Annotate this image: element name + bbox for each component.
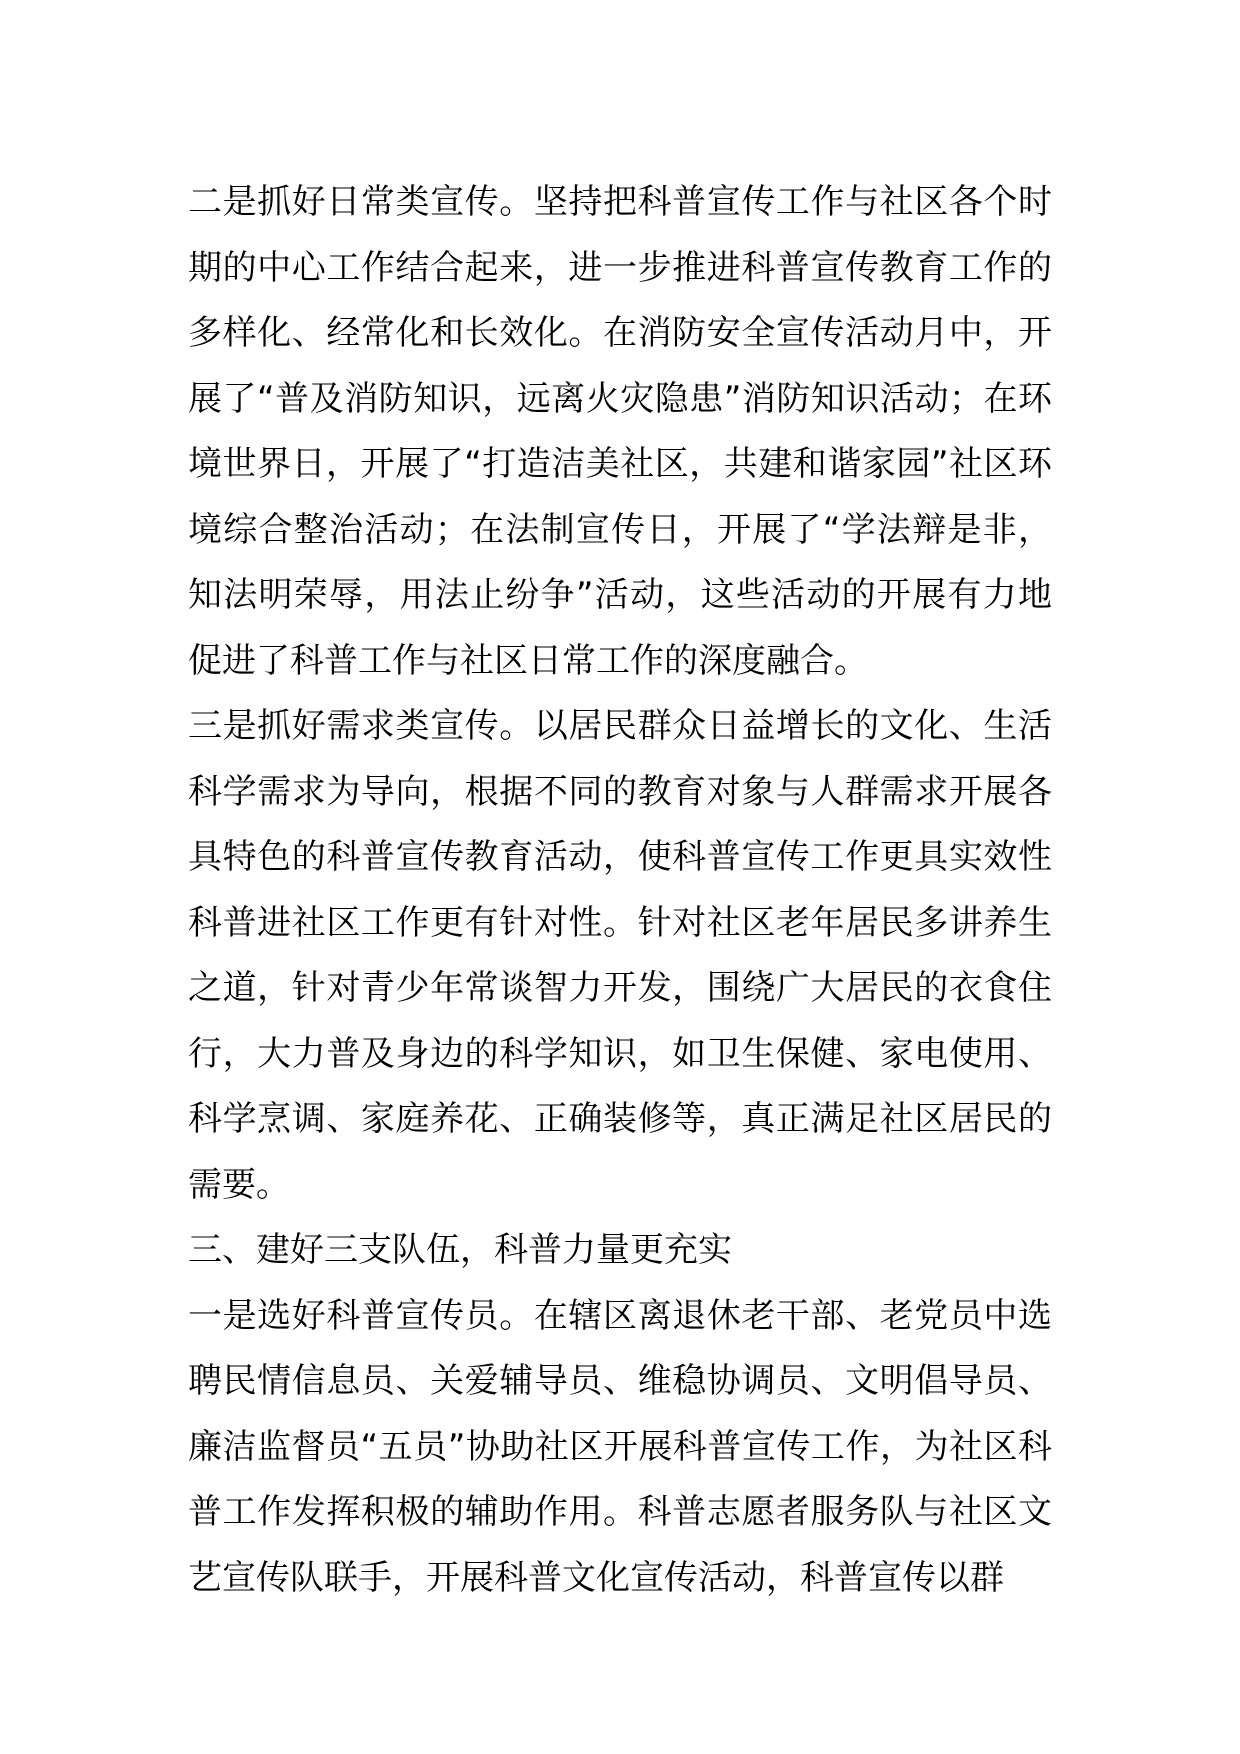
paragraph-publicity-staff: 一是选好科普宣传员。在辖区离退休老干部、老党员中选聘民情信息员、关爱辅导员、维稳协调员、文明倡导员、廉洁监督员“五员”协助社区开展科普宣传工作，为社区科普工作发挥积极的辅助作用。科普志愿者服务队与社区文艺宣传队联手，开展科普文化宣传活动，科普宣传以群: [188, 1295, 1052, 1598]
section-heading: 三、建好三支队伍，科普力量更充实: [188, 1230, 732, 1270]
paragraph-daily-publicity: 二是抓好日常类宣传。坚持把科普宣传工作与社区各个时期的中心工作结合起来，进一步推进科普宣传教育工作的多样化、经常化和长效化。在消防安全宣传活动月中，开展了“普及消防知识，远离火灾隐患”消防知识活动；在环境世界日，开展了“打造洁美社区，共建和谐家园”社区环境综合整治活动；在法制宣传日，开展了“学法辩是非，知法明荣辱，用法止纷争”活动，这些活动的开展有力地促进了科普工作与社区日常工作的深度融合。: [188, 182, 1052, 681]
paragraph-demand-publicity: 三是抓好需求类宣传。以居民群众日益增长的文化、生活科学需求为导向，根据不同的教育对象与人群需求开展各具特色的科普宣传教育活动，使科普宣传工作更具实效性科普进社区工作更有针对性。针对社区老年居民多讲养生之道，针对青少年常谈智力开发，围绕广大居民的衣食住行，大力普及身边的科学知识，如卫生保健、家电使用、科学烹调、家庭养花、正确装修等，真正满足社区居民的需要。: [188, 706, 1052, 1205]
body-text: [188, 170, 1052, 1611]
